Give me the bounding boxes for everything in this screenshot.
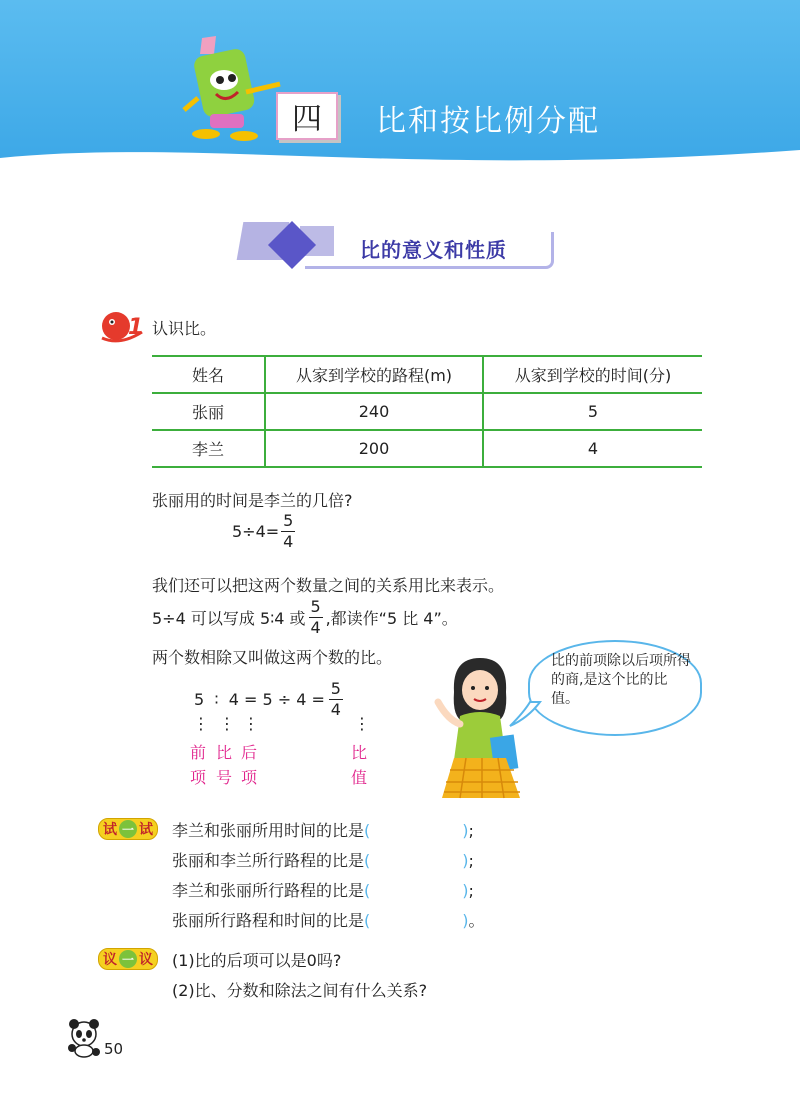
answer-paren: ( (364, 911, 371, 930)
paragraph-read (152, 598, 458, 637)
table-header: 从家到学校的路程(m) (265, 356, 483, 393)
discuss-item: (1)比的后项可以是0吗? (172, 951, 342, 970)
example-heading: 认识比。 (152, 319, 217, 338)
table-header-row (152, 356, 702, 393)
example-number: 1 (128, 315, 144, 340)
fraction-numerator: 5 (310, 597, 321, 616)
label-char: 值 (351, 768, 368, 787)
answer-paren: ( (364, 881, 371, 900)
fraction-denominator: 4 (330, 700, 341, 719)
fraction-numerator: 5 (330, 679, 341, 698)
try-end-punct: ; (468, 851, 474, 870)
table-cell: 240 (265, 393, 483, 430)
table-cell: 李兰 (152, 430, 265, 467)
label-char: 项 (190, 768, 207, 787)
badge-char: 试 (139, 822, 153, 838)
distance-time-table (152, 355, 702, 468)
table-cell: 张丽 (152, 393, 265, 430)
dots-connector: ⋮ (354, 714, 370, 733)
fraction-denominator: 4 (283, 532, 294, 551)
label-char: 后 (241, 743, 258, 762)
division-equation (232, 512, 295, 551)
try-question: 张丽和李兰所行路程的比是 (172, 851, 365, 870)
table-header: 姓名 (152, 356, 265, 393)
table-cell: 4 (483, 430, 702, 467)
fraction-numerator: 5 (283, 511, 294, 530)
fraction-denominator: 4 (310, 618, 321, 637)
label-char: 比 (216, 743, 233, 762)
fraction (329, 680, 343, 719)
try-badge (98, 818, 158, 840)
bubble-text: 比的前项除以后项所得的商,是这个比的比值。 (551, 653, 691, 707)
badge-char: 试 (103, 822, 117, 838)
try-item (172, 818, 512, 841)
ratio-expression-text: 5 ∶ 4 = 5 ÷ 4 = (194, 690, 325, 709)
badge-middle: 一 (119, 820, 137, 838)
paragraph-express: 我们还可以把这两个数量之间的关系用比来表示。 (152, 576, 505, 595)
dots-connector: ⋮ (219, 714, 235, 733)
chapter-number: 四 (292, 102, 322, 137)
try-end-punct: 。 (468, 911, 485, 930)
try-question: 李兰和张丽所用时间的比是 (172, 821, 365, 840)
fraction (309, 598, 323, 637)
label-ratio-sign (216, 740, 236, 790)
answer-paren: ( (364, 851, 371, 870)
label-char: 号 (216, 768, 233, 787)
answer-paren: ) (462, 851, 469, 870)
chapter-title: 比和按比例分配 (376, 104, 600, 139)
read-suffix: ,都读作“5 比 4”。 (325, 609, 458, 628)
read-prefix: 5÷4 可以写成 5∶4 或 (152, 609, 306, 628)
equation-left: 5÷4= (232, 522, 280, 541)
label-back-term (241, 740, 261, 790)
label-char: 前 (190, 743, 207, 762)
try-end-punct: ; (468, 821, 474, 840)
table-row (152, 430, 702, 467)
panda-icon (64, 1018, 104, 1058)
fraction (281, 512, 295, 551)
label-front-term (190, 740, 210, 790)
try-item (172, 878, 512, 901)
answer-paren: ) (462, 821, 469, 840)
label-char: 项 (241, 768, 258, 787)
ratio-expression (194, 680, 343, 719)
page-number: 50 (104, 1040, 124, 1058)
try-end-punct: ; (468, 881, 474, 900)
table-header: 从家到学校的时间(分) (483, 356, 702, 393)
speech-bubble-tail (508, 700, 542, 730)
table-row (152, 393, 702, 430)
dots-connector: ⋮ (243, 714, 259, 733)
question-text: 张丽用的时间是李兰的几倍? (152, 491, 353, 510)
try-question: 李兰和张丽所行路程的比是 (172, 881, 365, 900)
try-item (172, 908, 512, 931)
chapter-number-box (276, 92, 338, 140)
paragraph-definition: 两个数相除又叫做这两个数的比。 (152, 648, 393, 667)
section-title: 比的意义和性质 (360, 238, 507, 262)
discuss-badge (98, 948, 158, 970)
answer-paren: ( (364, 821, 371, 840)
badge-char: 议 (103, 952, 117, 968)
dots-connector: ⋮ (193, 714, 209, 733)
label-ratio-value (351, 740, 371, 790)
discuss-item: (2)比、分数和除法之间有什么关系? (172, 981, 428, 1000)
badge-char: 议 (139, 952, 153, 968)
try-question: 张丽所行路程和时间的比是 (172, 911, 365, 930)
table-cell: 5 (483, 393, 702, 430)
pencil-mascot-icon (180, 32, 290, 144)
table-cell: 200 (265, 430, 483, 467)
answer-paren: ) (462, 911, 469, 930)
example-number-icon (98, 306, 146, 344)
answer-paren: ) (462, 881, 469, 900)
badge-middle: 一 (119, 950, 137, 968)
try-item (172, 848, 512, 871)
label-char: 比 (351, 743, 368, 762)
